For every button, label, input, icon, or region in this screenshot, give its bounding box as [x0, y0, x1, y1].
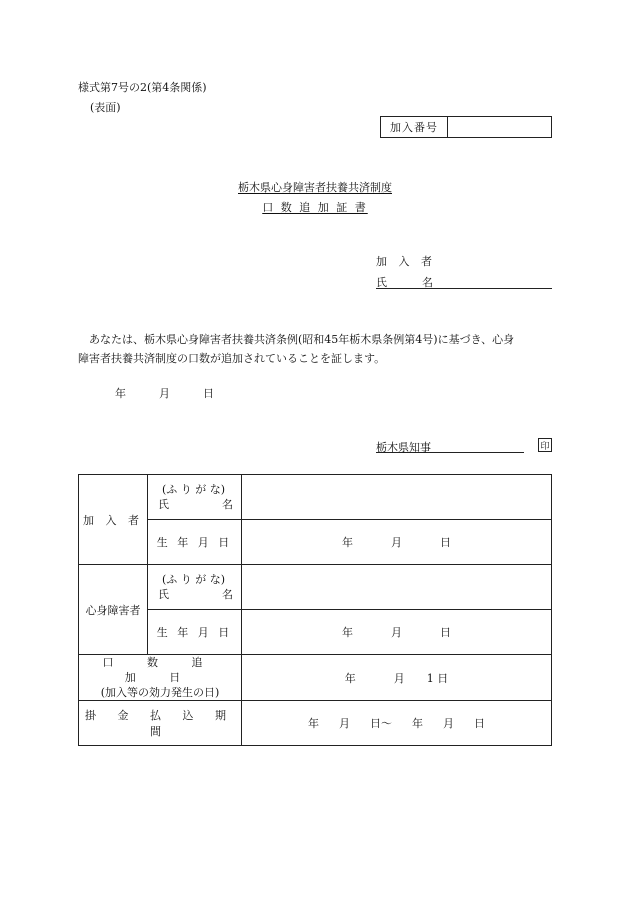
- join-number-box: [380, 116, 552, 138]
- details-table: [78, 474, 552, 746]
- disabled-name-value[interactable]: [242, 565, 552, 610]
- issuer-line: [376, 439, 552, 453]
- body-line-1: あなたは、栃木県心身障害者扶養共済条例(昭和45年栃木県条例第4号)に基づき、心身: [89, 333, 515, 346]
- subscriber-dob-value[interactable]: 年 月 日: [242, 520, 552, 565]
- add-date-value[interactable]: 年 月 1 日: [242, 655, 552, 701]
- form-number: 様式第7号の2(第4条関係): [78, 81, 207, 94]
- issue-year: 年: [115, 387, 126, 400]
- subscriber-label: 加 入 者: [376, 255, 436, 268]
- disabled-dob-label: 生 年 月 日: [148, 610, 242, 655]
- name-label-mei: 名: [422, 276, 433, 289]
- furigana-label: (ふ り が な): [162, 483, 226, 496]
- join-number-value[interactable]: [448, 117, 551, 137]
- certification-text: [78, 330, 552, 368]
- add-date-label: 口 数 追 加 日 (加入等の効力発生の日): [79, 655, 242, 701]
- payment-period-value[interactable]: 年 月 日〜 年 月 日: [242, 701, 552, 746]
- subscriber-dob-label: 生 年 月 日: [148, 520, 242, 565]
- disabled-head: 心身障害者: [79, 565, 148, 655]
- issue-day: 日: [203, 387, 214, 400]
- name-label-shi: 氏: [376, 276, 387, 289]
- issue-date: [115, 388, 214, 399]
- subscriber-name-line[interactable]: [376, 274, 552, 289]
- subscriber-head: 加 入 者: [79, 475, 148, 565]
- subscriber-name-label: (ふ り が な) 氏 名: [148, 475, 242, 520]
- seal-mark: 印: [538, 438, 552, 452]
- disabled-dob-value[interactable]: 年 月 日: [242, 610, 552, 655]
- issue-month: 月: [159, 387, 170, 400]
- subscriber-name-value[interactable]: [242, 475, 552, 520]
- side-label: (表面): [90, 101, 121, 114]
- disabled-name-label: (ふ り が な) 氏 名: [148, 565, 242, 610]
- payment-period-label: 掛 金 払 込 期 間: [79, 701, 242, 746]
- join-number-label: 加入番号: [381, 117, 448, 137]
- body-line-2: 障害者扶養共済制度の口数が追加されていることを証します。: [78, 352, 386, 365]
- document-subtitle: 口 数 追 加 証 書: [262, 201, 368, 214]
- document-title: 栃木県心身障害者扶養共済制度: [238, 181, 392, 194]
- issuer-title: 栃木県知事: [376, 439, 524, 453]
